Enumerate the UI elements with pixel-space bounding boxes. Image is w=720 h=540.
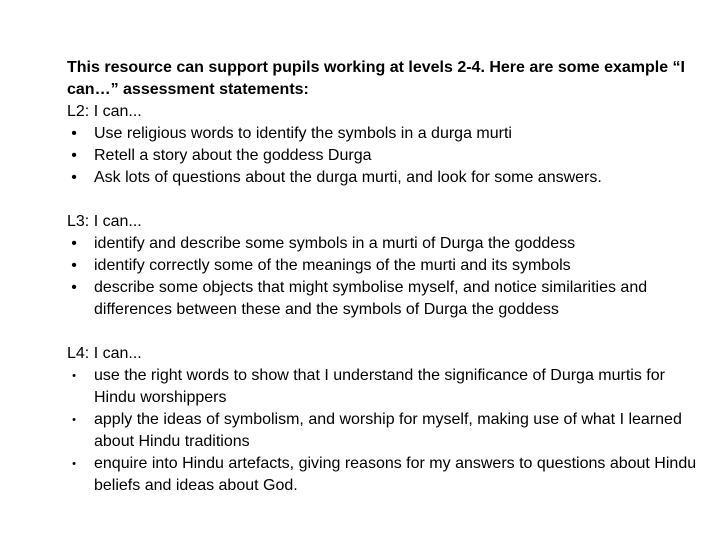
list-item — [67, 255, 697, 277]
level-2-heading: L2: I can... — [67, 103, 142, 120]
bullet-icon: • — [71, 257, 77, 274]
list-item — [67, 409, 697, 453]
bullet-icon: • — [72, 414, 76, 426]
bullet-icon: • — [71, 235, 77, 252]
spacer — [67, 321, 697, 343]
list-item-text: identify correctly some of the meanings of the murti and its symbols — [94, 257, 571, 274]
bullet-icon: • — [71, 279, 77, 296]
bullet-icon: • — [71, 125, 77, 142]
intro-text: This resource can support pupils working at levels 2-4. Here are some example “I can…” assessment statements: — [67, 59, 685, 98]
list-item — [67, 453, 697, 497]
level-2-section — [67, 101, 697, 189]
list-item-text: identify and describe some symbols in a murti of Durga the goddess — [94, 235, 576, 252]
list-item-text: Ask lots of questions about the durga murti, and look for some answers. — [94, 169, 602, 186]
bullet-icon: • — [72, 458, 76, 470]
list-item-text: enquire into Hindu artefacts, giving reasons for my answers to questions about Hindu beliefs and ideas about God. — [94, 455, 697, 494]
list-item — [67, 145, 697, 167]
list-item-text: apply the ideas of symbolism, and worship for myself, making use of what I learned about Hindu traditions — [94, 411, 682, 450]
level-4-heading: L4: I can... — [67, 345, 142, 362]
bullet-icon: • — [71, 169, 77, 186]
document-body — [67, 57, 697, 497]
level-3-list — [67, 233, 697, 321]
bullet-icon: • — [72, 370, 76, 382]
level-4-list — [67, 365, 697, 497]
list-item — [67, 277, 697, 321]
list-item — [67, 233, 697, 255]
level-2-list — [67, 123, 697, 189]
bullet-icon: • — [71, 147, 77, 164]
list-item-text: use the right words to show that I understand the significance of Durga murtis for Hindu worshippers — [94, 367, 665, 406]
list-item-text: Use religious words to identify the symbols in a durga murti — [94, 125, 512, 142]
list-item — [67, 167, 697, 189]
list-item-text: Retell a story about the goddess Durga — [94, 147, 372, 164]
list-item-text: describe some objects that might symbolise myself, and notice similarities and differences between these and the symbols of Durga the goddess — [94, 279, 648, 318]
list-item — [67, 365, 697, 409]
level-3-heading: L3: I can... — [67, 213, 142, 230]
level-3-section — [67, 211, 697, 321]
list-item — [67, 123, 697, 145]
level-4-section — [67, 343, 697, 497]
spacer — [67, 189, 697, 211]
